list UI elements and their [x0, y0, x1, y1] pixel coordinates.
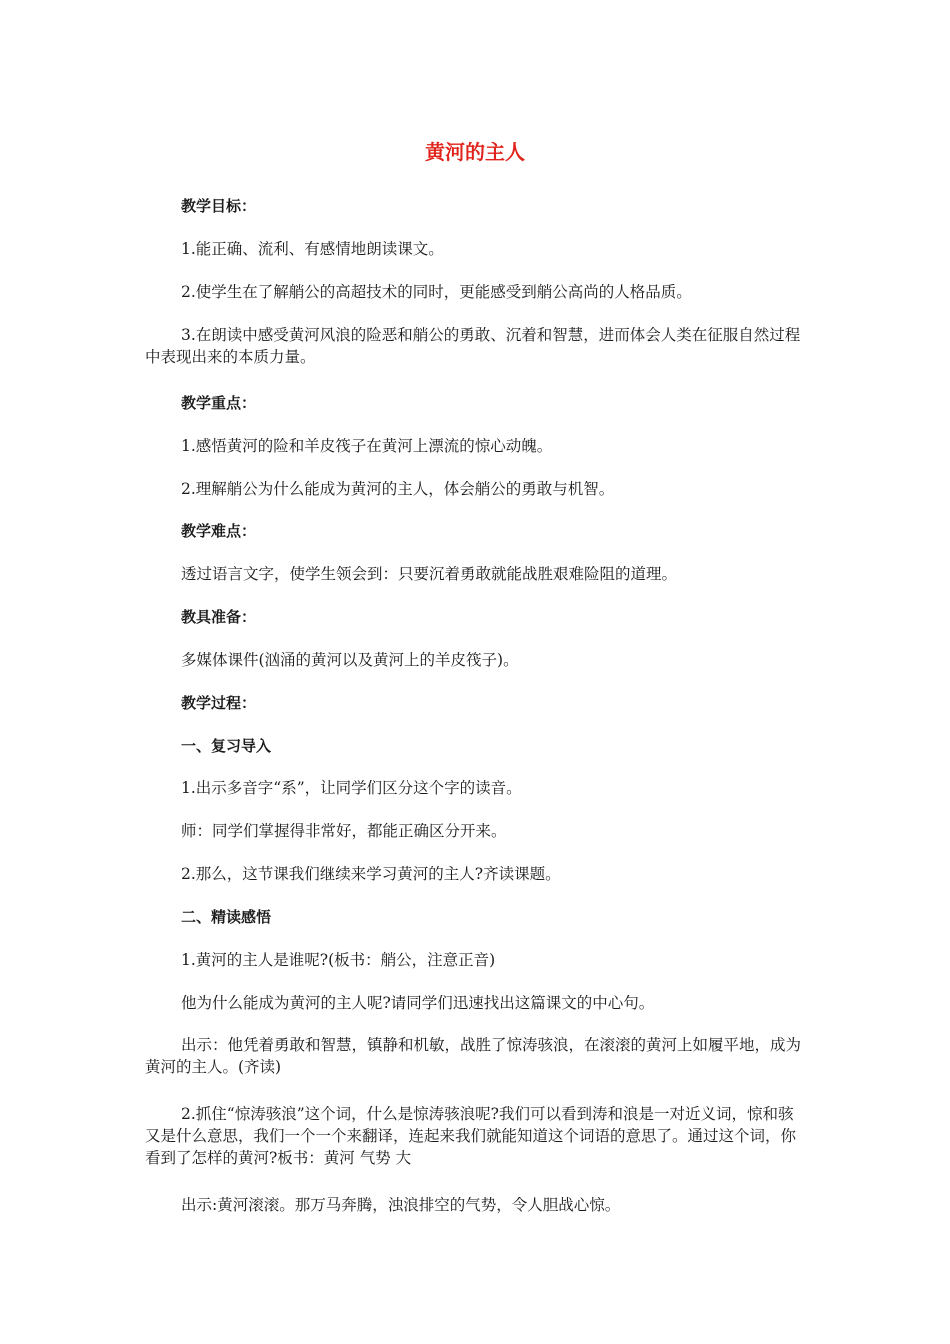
paragraph: 师：同学们掌握得非常好，都能正确区分开来。 [181, 822, 507, 840]
paragraph: 1.感悟黄河的险和羊皮筏子在黄河上漂流的惊心动魄。 [181, 437, 553, 455]
paragraph: 他为什么能成为黄河的主人呢?请同学们迅速找出这篇课文的中心句。 [181, 994, 655, 1012]
paragraph: 2.抓住“惊涛骇浪”这个词，什么是惊涛骇浪呢?我们可以看到涛和浪是一对近义词，惊和骇又是什么意思，我们一个一个来翻译，连起来我们就能知道这个词语的意思了。通过这个词，你看到了怎样的黄河?板书：黄河 气势 大 [145, 1105, 797, 1167]
paragraph: 2.那么，这节课我们继续来学习黄河的主人?齐读课题。 [181, 865, 561, 883]
section-heading-objectives: 教学目标： [181, 197, 257, 215]
paragraph: 出示:黄河滚滚。那万马奔腾，浊浪排空的气势，令人胆战心惊。 [181, 1196, 621, 1214]
paragraph: 2.理解艄公为什么能成为黄河的主人，体会艄公的勇敢与机智。 [181, 480, 615, 498]
paragraph: 1.出示多音字“系”，让同学们区分这个字的读音。 [181, 779, 522, 797]
paragraph: 多媒体课件(汹涌的黄河以及黄河上的羊皮筏子)。 [181, 651, 519, 669]
paragraph: 出示：他凭着勇敢和智慧，镇静和机敏，战胜了惊涛骇浪，在滚滚的黄河上如履平地，成为黄河的主人。(齐读) [145, 1036, 802, 1076]
section-heading-key-points: 教学重点： [181, 394, 257, 412]
section-heading-difficulties: 教学难点： [181, 522, 257, 540]
paragraph: 3.在朗读中感受黄河风浪的险恶和艄公的勇敢、沉着和智慧，进而体会人类在征服自然过程中表现出来的本质力量。 [145, 326, 801, 366]
section-heading-close-reading: 二、精读感悟 [181, 908, 272, 926]
paragraph: 1.黄河的主人是谁呢?(板书：艄公，注意正音) [181, 951, 496, 969]
paragraph: 透过语言文字，使学生领会到：只要沉着勇敢就能战胜艰难险阻的道理。 [181, 565, 678, 583]
document-title: 黄河的主人 [425, 140, 525, 164]
section-heading-materials: 教具准备： [181, 608, 257, 626]
paragraph: 2.使学生在了解艄公的高超技术的同时，更能感受到艄公高尚的人格品质。 [181, 283, 692, 301]
paragraph: 1.能正确、流利、有感情地朗读课文。 [181, 240, 444, 258]
section-heading-process: 教学过程： [181, 694, 257, 712]
section-heading-review: 一、复习导入 [181, 737, 272, 755]
